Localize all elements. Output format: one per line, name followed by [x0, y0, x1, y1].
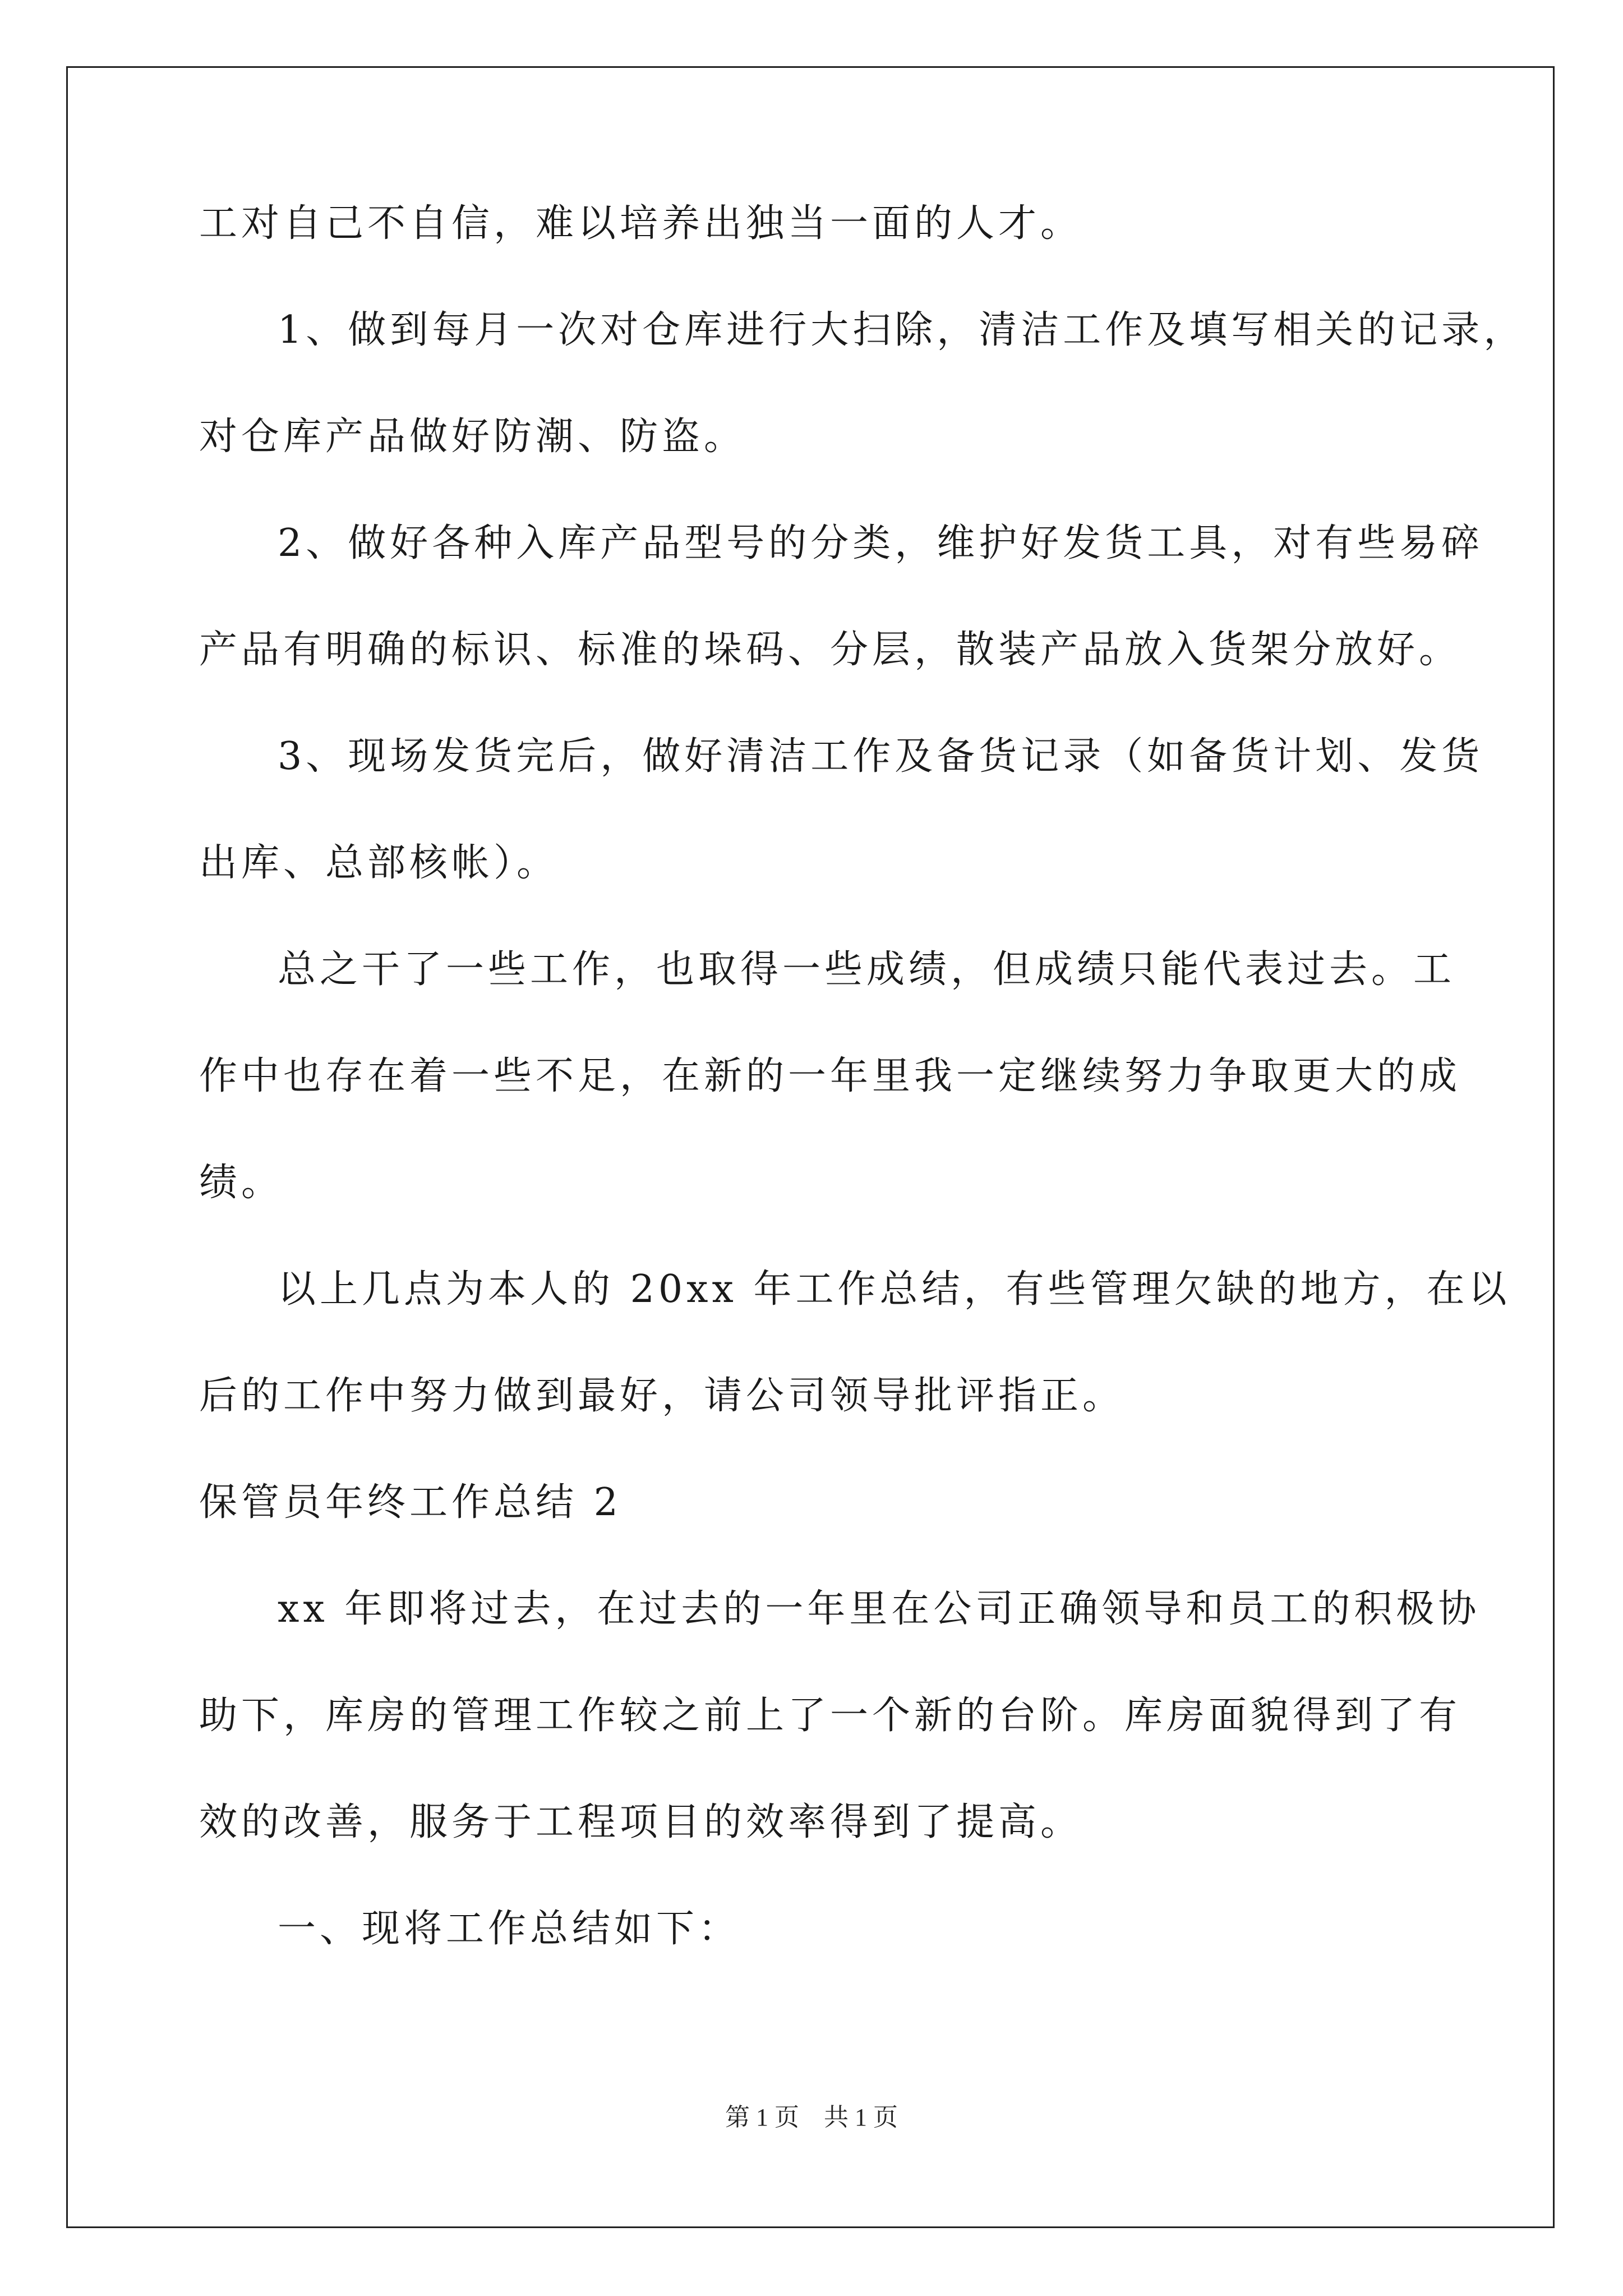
paragraph-line: 1、做到每月一次对仓库进行大扫除，清洁工作及填写相关的记录， — [278, 308, 1526, 352]
paragraph-line: xx 年即将过去，在过去的一年里在公司正确领导和员工的积极协 — [278, 1587, 1481, 1631]
page-total: 共 1 页 — [824, 2104, 898, 2131]
paragraph-line: 效的改善，服务于工程项目的效率得到了提高。 — [199, 1800, 1083, 1844]
paragraph-line: 一、现将工作总结如下： — [278, 1907, 741, 1951]
paragraph-line: 作中也存在着一些不足，在新的一年里我一定继续努力争取更大的成 — [199, 1054, 1461, 1098]
paragraph-line: 3、现场发货完后，做好清洁工作及备货记录（如备货计划、发货 — [278, 734, 1484, 779]
page-footer — [0, 2097, 1623, 2133]
section-heading: 保管员年终工作总结 2 — [199, 1480, 622, 1525]
paragraph-line: 总之干了一些工作，也取得一些成绩，但成绩只能代表过去。工 — [278, 947, 1456, 992]
paragraph-line: 工对自己不自信，难以培养出独当一面的人才。 — [199, 201, 1083, 246]
paragraph-line: 产品有明确的标识、标准的垛码、分层，散装产品放入货架分放好。 — [199, 628, 1461, 672]
paragraph-line: 后的工作中努力做到最好，请公司领导批评指正。 — [199, 1374, 1125, 1418]
page-number: 第 1 页 — [725, 2104, 799, 2131]
paragraph-line: 对仓库产品做好防潮、防盗。 — [199, 415, 746, 459]
paragraph-line: 助下，库房的管理工作较之前上了一个新的台阶。库房面貌得到了有 — [199, 1694, 1461, 1738]
paragraph-line: 2、做好各种入库产品型号的分类，维护好发货工具，对有些易碎 — [278, 521, 1484, 565]
paragraph-line: 绩。 — [199, 1161, 284, 1205]
paragraph-line: 以上几点为本人的 20xx 年工作总结，有些管理欠缺的地方，在以 — [278, 1267, 1511, 1312]
paragraph-line: 出库、总部核帐）。 — [199, 841, 559, 885]
page-border — [66, 66, 1555, 2228]
